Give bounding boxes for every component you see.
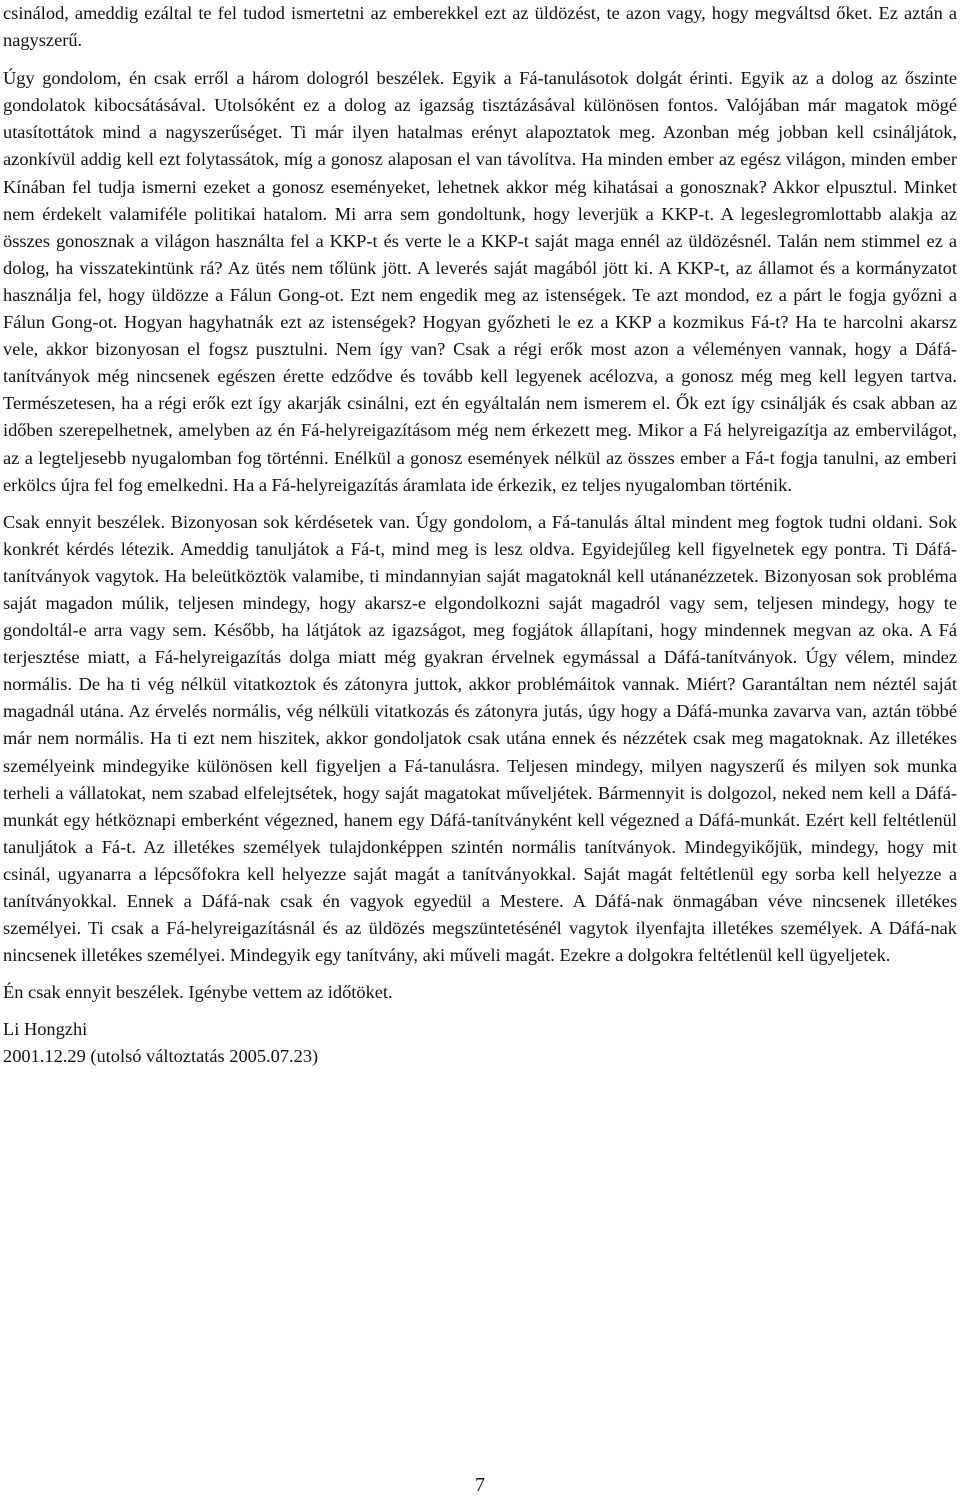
paragraph-questions: Csak ennyit beszélek. Bizonyosan sok kérdésetek van. Úgy gondolom, a Fá-tanulás által mindent meg fogtok tudni oldani. Sok konkrét kérdés létezik. Ameddig tanuljátok a Fá-t, mind meg is lesz oldva. Egyidejűleg kell figyelnetek egy pontra. Ti Dáfá-tanítványok vagytok. Ha beleütköztök valamibe, ti mindannyian saját magatoknál kell utánanézzetek. Bizonyosan sok probléma saját magadon múlik, teljesen mindegy, hogy akarsz-e elgondolkozni saját magadról vagy sem, teljesen mindegy, hogy te gondoltál-e arra vagy sem. Később, ha látjátok az igazságot, meg fogjátok állapítani, hogy mindennek megvan az oka. A Fá terjesztése miatt, a Fá-helyreigazítás dolga miatt még gyakran érvelnek egymással a Dáfá-tanítványok. Úgy vélem, mindez normális. De ha ti vég nélkül vitatkoztok és zátonyra juttok, akkor problémáitok vannak. Miért? Garantáltan nem néztél saját magadnál utána. Az érvelés normális, vég nélküli vitatkozás és zátonyra jutás, úgy hogy a Dáfá-munka zavarva van, aztán többé már nem normális. Ha ti ezt nem hiszitek, akkor gondoljatok csak utána ennek és nézzétek csak meg magatoknak. Az illetékes személyeink mindegyike különösen kell figyeljen a Fá-tanulásra. Teljesen mindegy, milyen nagyszerű és milyen sok munka terheli a vállatokat, nem szabad elfelejtsétek, hogy saját magatokat műveljétek. Bármennyit is dolgozol, neked nem kell a Dáfá-munkát egy hétköznapi emberként végezned, hanem egy Dáfá-tanítványként kell végezned a Dáfá-munkát. Ezért kell feltétlenül tanuljátok a Fá-t. Az illetékes személyek tulajdonképpen szintén normális tanítványok. Mindegyikőjük, mindegy, hogy mit csinál, ugyanarra a lépcsőfokra kell helyezze saját magát a tanítványokkal. Saját magát feltétlenül egy sorba kell helyezze a tanítványokkal. Ennek a Dáfá-nak csak én vagyok egyedül a Mestere. A Dáfá-nak önmagában véve nincsenek illetékes személyei. Ti csak a Fá-helyreigazításnál és az üldözés megszüntetésénél vagytok ilyenfajta illetékes személyek. A Dáfá-nak nincsenek illetékes személyei. Mindegyik egy tanítvány, aki műveli magát. Ezekre a dolgokra feltétlenül kell ügyeljetek. — [3, 511, 957, 966]
date-line: 2001.12.29 (utolsó változtatás 2005.07.23) — [3, 1046, 319, 1067]
author-name: Li Hongzhi — [3, 1019, 88, 1040]
page-number: 7 — [475, 1474, 485, 1496]
paragraph-three-things: Úgy gondolom, én csak erről a három dologról beszélek. Egyik a Fá-tanulásotok dolgát érinti. Egyik az a dolog az őszinte gondolatok kibocsátásával. Utolsóként ez a dolog az igazság tisztázásával különösen fontos. Valójában már magatok mögé utasítottátok mind a nagyszerűséget. Ti már ilyen hatalmas erényt alapoztatok meg. Azonban még jobban kell csináljátok, azonkívül addig kell ezt folytassátok, míg a gonosz alaposan el van távolítva. Ha minden ember az egész világon, minden ember Kínában fel tudja ismerni ezeket a gonosz eseményeket, lehetnek akkor még kihatásai a gonosznak? Akkor elpusztul. Minket nem érdekelt valamiféle politikai hatalom. Mi arra sem gondoltunk, hogy leverjük a KKP-t. A legeslegromlottabb alakja az összes gonosznak a világon használta fel a KKP-t és verte le a KKP-t saját maga ennél az üldözésnél. Talán nem stimmel ez a dolog, ha visszatekintünk rá? Az ütés nem tőlünk jött. A leverés saját magából jött ki. A KKP-t, az államot és a kormányzatot használja fel, hogy üldözze a Fálun Gong-ot. Ezt nem engedik meg az istenségek. Te azt mondod, ez a párt le fogja győzni a Fálun Gong-ot. Hogyan hagyhatnák ezt az istenségek? Hogyan győzheti le ez a KKP a kozmikus Fá-t? Ha te harcolni akarsz vele, akkor bizonyosan el fogsz pusztulni. Nem így van? Csak a régi erők most azon a véleményen vannak, hogy a Dáfá-tanítványok még nincsenek egészen érette edződve és tovább kell legyenek acélozva, a gonosz még meg kell legyen tartva. Természetesen, ha a régi erők ezt így akarják csinálni, ezt én egyáltalán nem ismerem el. Ők ezt így csinálják és csak abban az időben szerepelhetnek, amelyben az én Fá-helyreigazításom még nem érkezett meg. Mikor a Fá helyreigazítja az embervilágot, az a legteljesebb nyugalomban fog történni. Enélkül a gonosz események nélkül az összes ember a Fá-t fogja tanulni, az emberi erkölcs újra fel fog emelkedni. Ha a Fá-helyreigazítás áramlata ide érkezik, ez teljes nyugalomban történik. — [3, 68, 957, 495]
paragraph-continuation: csinálod, ameddig ezáltal te fel tudod ismertetni az emberekkel ezt az üldözést, te azon vagy, hogy megváltsd őket. Ez aztán a nagyszerű. — [3, 3, 957, 51]
paragraph-closing: Én csak ennyit beszélek. Igénybe vettem az időtöket. — [3, 982, 393, 1003]
